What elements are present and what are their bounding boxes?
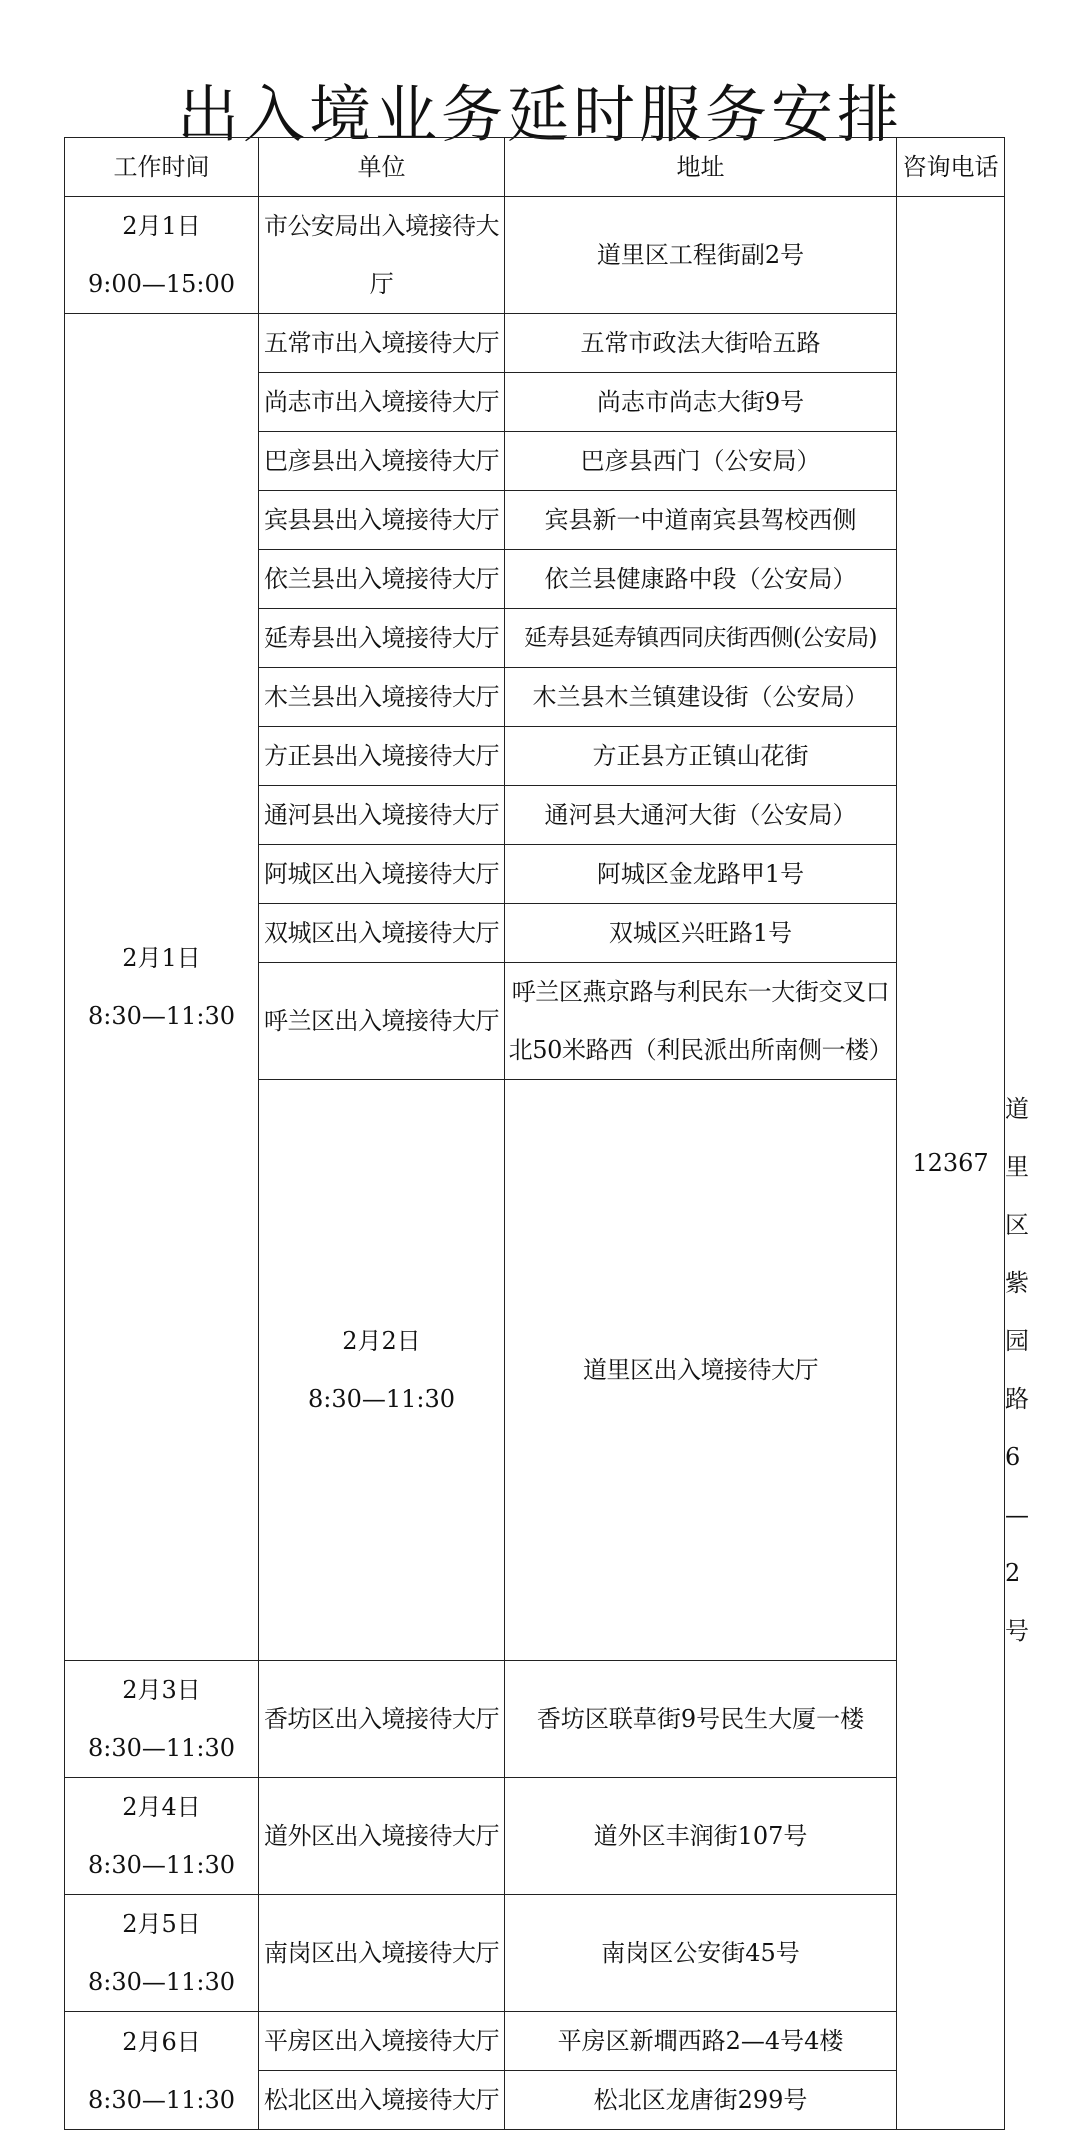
table-row: 2月2日 8:30—11:30 道里区出入境接待大厅 道里区紫园路6—2号 — [65, 1080, 1005, 1661]
table-row — [65, 2012, 1005, 2071]
unit-cell: 延寿县出入境接待大厅 — [259, 609, 505, 668]
address-cell: 通河县大通河大街（公安局） — [505, 786, 897, 845]
address-cell: 木兰县木兰镇建设街（公安局） — [505, 668, 897, 727]
unit-cell: 五常市出入境接待大厅 — [259, 314, 505, 373]
hours-text: 8:30—11:30 — [87, 2085, 236, 2114]
table-row — [65, 197, 1005, 314]
address-cell: 松北区龙唐街299号 — [505, 2071, 897, 2130]
unit-cell: 双城区出入境接待大厅 — [259, 904, 505, 963]
address-cell: 依兰县健康路中段（公安局） — [505, 550, 897, 609]
unit-cell: 道里区出入境接待大厅 — [505, 1080, 897, 1661]
unit-cell: 香坊区出入境接待大厅 — [259, 1661, 505, 1778]
table-row — [65, 314, 1005, 373]
address-cell: 延寿县延寿镇西同庆街西侧(公安局) — [505, 609, 897, 668]
date-text: 2月4日 — [122, 1793, 201, 1821]
header-unit: 单位 — [259, 138, 505, 197]
address-cell: 香坊区联草街9号民生大厦一楼 — [505, 1661, 897, 1778]
address-cell: 巴彦县西门（公安局） — [505, 432, 897, 491]
address-cell: 南岗区公安街45号 — [505, 1895, 897, 2012]
unit-cell: 南岗区出入境接待大厅 — [259, 1895, 505, 2012]
header-time: 工作时间 — [65, 138, 259, 197]
unit-cell: 木兰县出入境接待大厅 — [259, 668, 505, 727]
hours-text: 8:30—11:30 — [307, 1385, 456, 1413]
header-row — [65, 138, 1005, 197]
hours-text: 8:30—11:30 — [87, 1734, 236, 1762]
header-phone: 咨询电话 — [897, 138, 1005, 197]
table-row — [65, 1661, 1005, 1778]
page-title: 出入境业务延时服务安排 — [176, 77, 903, 151]
schedule-table — [64, 137, 1029, 2130]
time-cell — [65, 1895, 259, 2012]
unit-cell: 呼兰区出入境接待大厅 — [259, 963, 505, 1080]
header-address: 地址 — [505, 138, 897, 197]
unit-cell: 方正县出入境接待大厅 — [259, 727, 505, 786]
unit-cell: 通河县出入境接待大厅 — [259, 786, 505, 845]
unit-cell: 尚志市出入境接待大厅 — [259, 373, 505, 432]
table-row — [65, 1778, 1005, 1895]
unit-cell: 市公安局出入境接待大厅 — [259, 197, 505, 314]
unit-cell: 巴彦县出入境接待大厅 — [259, 432, 505, 491]
hours-text: 8:30—11:30 — [87, 1002, 236, 1030]
unit-cell: 道外区出入境接待大厅 — [259, 1778, 505, 1895]
hours-text: 9:00—15:00 — [87, 270, 236, 298]
unit-cell: 松北区出入境接待大厅 — [259, 2071, 505, 2130]
time-cell — [65, 2012, 259, 2130]
address-cell: 宾县新一中道南宾县驾校西侧 — [505, 491, 897, 550]
time-cell — [65, 1661, 259, 1778]
unit-cell: 阿城区出入境接待大厅 — [259, 845, 505, 904]
date-text: 2月6日 — [122, 2027, 201, 2056]
time-cell — [65, 1778, 259, 1895]
date-text: 2月2日 — [342, 1327, 421, 1355]
unit-cell: 依兰县出入境接待大厅 — [259, 550, 505, 609]
hours-text: 8:30—11:30 — [87, 1968, 236, 1996]
address-cell: 方正县方正镇山花街 — [505, 727, 897, 786]
phone-cell: 12367 — [897, 197, 1005, 2130]
address-cell: 平房区新墹西路2—4号4楼 — [505, 2012, 897, 2071]
date-text: 2月5日 — [122, 1910, 201, 1938]
table-row — [65, 1895, 1005, 2012]
address-cell: 呼兰区燕京路与利民东一大街交叉口北50米路西（利民派出所南侧一楼） — [505, 963, 897, 1080]
address-cell: 道里区工程街副2号 — [505, 197, 897, 314]
unit-cell: 宾县县出入境接待大厅 — [259, 491, 505, 550]
unit-cell: 平房区出入境接待大厅 — [259, 2012, 505, 2071]
address-cell: 尚志市尚志大街9号 — [505, 373, 897, 432]
time-cell — [65, 197, 259, 314]
time-cell — [259, 1080, 505, 1661]
address-cell: 阿城区金龙路甲1号 — [505, 845, 897, 904]
time-cell — [65, 314, 259, 1661]
address-cell: 五常市政法大街哈五路 — [505, 314, 897, 373]
date-text: 2月1日 — [122, 944, 201, 972]
address-cell: 双城区兴旺路1号 — [505, 904, 897, 963]
date-text: 2月1日 — [122, 212, 201, 240]
address-cell: 道外区丰润街107号 — [505, 1778, 897, 1895]
hours-text: 8:30—11:30 — [87, 1851, 236, 1879]
date-text: 2月3日 — [122, 1676, 201, 1704]
